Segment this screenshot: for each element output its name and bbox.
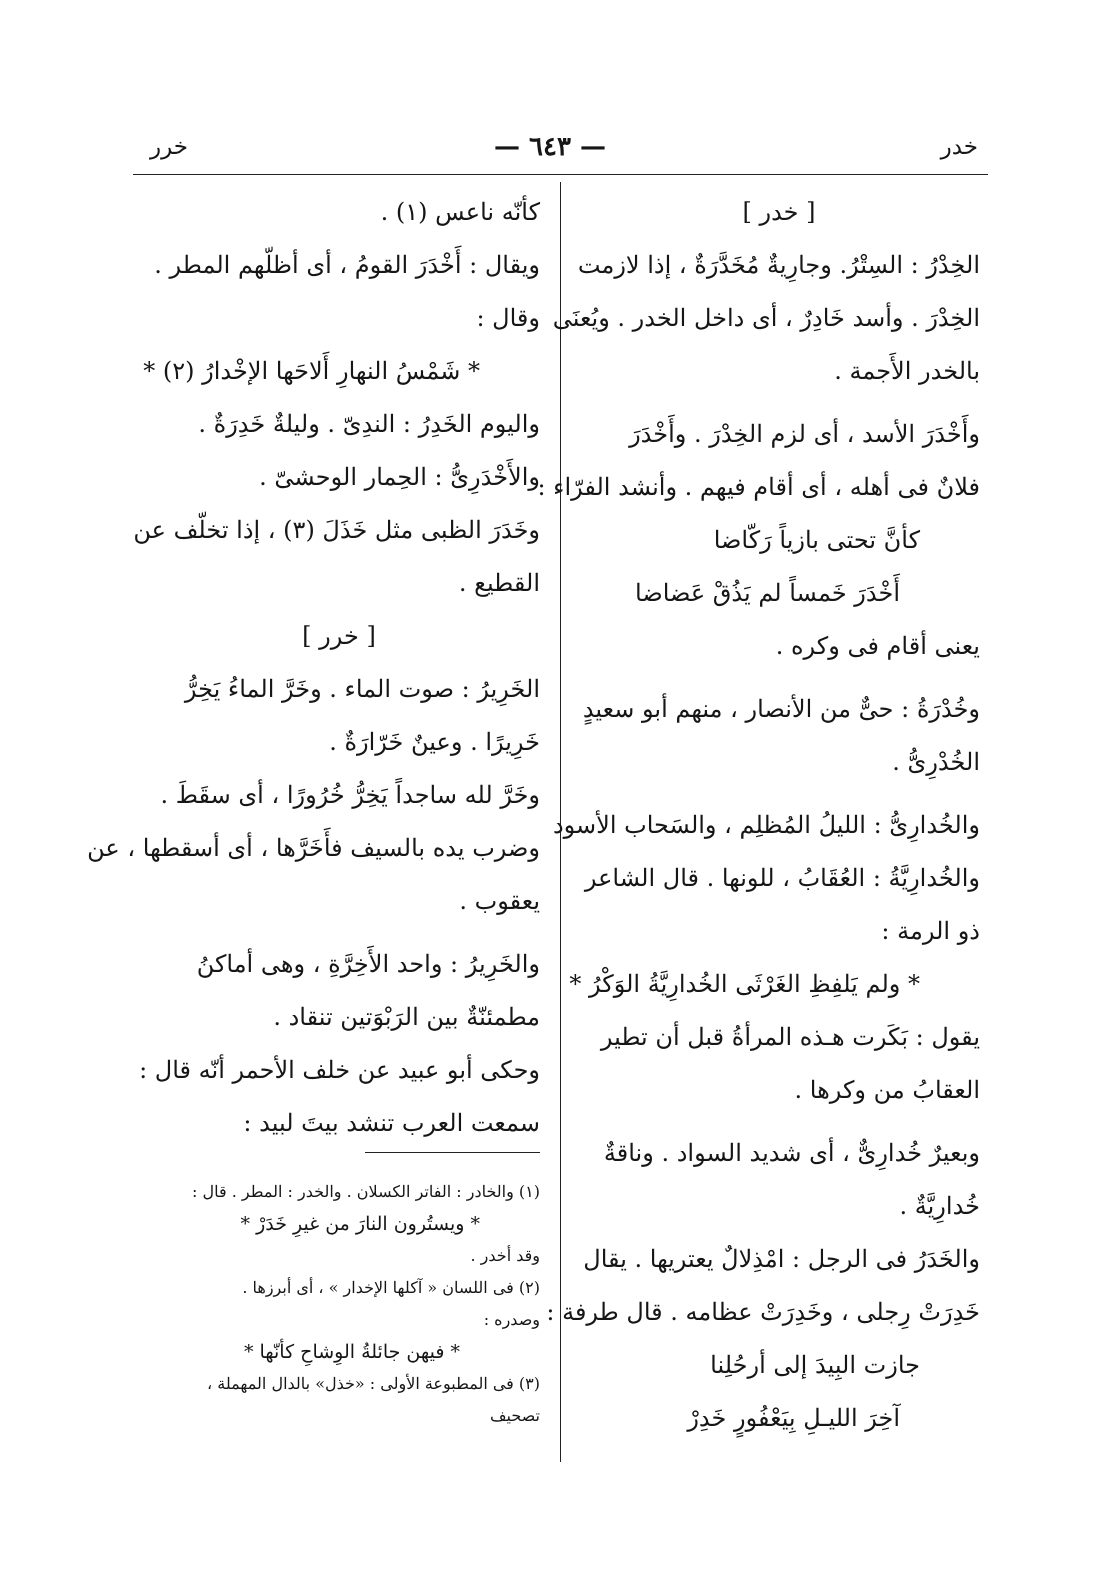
text-line: وقال :: [476, 304, 540, 332]
text-line: كأنّه ناعس (١) .: [380, 198, 540, 226]
verse-line: * ولم يَلفِظِ الغَرْثَى الخُدارِيَّةُ الوَكْرُ *: [569, 970, 920, 998]
footnote-rule: [365, 1152, 540, 1153]
text-line: الخِدْرُ : السِتْرُ. وجارِيةٌ مُخَدَّرَةٌ ، إذا لازمت: [577, 251, 980, 279]
text-line: وخَرَّ لله ساجداً يَخِرُّ خُرُورًا ، أى سقَطَ .: [160, 781, 540, 809]
text-line: الخُدْرِىُّ .: [892, 748, 980, 776]
page-number: — ٦٤٣ —: [493, 132, 607, 162]
text-line: سمعت العرب تنشد بيتَ لبيد :: [243, 1109, 540, 1137]
verse-line: جازت البِيدَ إلى أرحُلِنا: [710, 1351, 920, 1379]
text-line: وخُدْرَةُ : حىٌّ من الأنصار ، منهم أبو سعيدٍ: [582, 695, 980, 723]
text-line: مطمئنّةٌ بين الرَبْوَتين تنقاد .: [273, 1003, 540, 1031]
text-line: والخَرِيرُ : واحد الأَخِرَّةِ ، وهى أماكنُ: [196, 950, 540, 978]
header-rule: [133, 174, 988, 175]
section-title-kharar: [ خرر ]: [302, 622, 376, 650]
text-line: يعقوب .: [459, 887, 540, 915]
page-header: [0, 130, 1116, 170]
text-line: يقول : بَكَرت هـذه المرأةُ قبل أن تطير: [600, 1023, 980, 1051]
text-line: والخُدارِيَّةُ : العُقَابُ ، للونها . قال الشاعر: [584, 864, 980, 892]
text-line: وحكى أبو عبيد عن خلف الأحمر أنّه قال :: [139, 1056, 540, 1084]
text-line: والخُدارِىُّ : الليلُ المُظلِم ، والسَحاب الأسود: [552, 811, 980, 839]
footnote-line: (٣) فى المطبوعة الأولى : «خذل» بالدال المهملة ،: [207, 1374, 540, 1393]
text-line: وأَخْدَرَ الأسد ، أى لزم الخِدْرَ . وأَخْدَرَ: [629, 420, 980, 448]
header-entry-left: خرر: [150, 134, 189, 160]
footnote-verse: * ويستُرون النارَ من غيرِ خَدَرْ *: [240, 1213, 480, 1235]
text-line: بالخدر الأَجمة .: [834, 357, 980, 385]
footnote-line: وصدره :: [483, 1310, 540, 1329]
text-line: يعنى أقام فى وكره .: [775, 632, 980, 660]
verse-line: * شَمْسُ النهارِ أَلاحَها الإخْدارُ (٢) *: [143, 357, 480, 385]
footnote-line: (١) والخادر : الفاتر الكسلان . والخدر : المطر . قال :: [192, 1182, 540, 1201]
verse-line: أَخْدَرَ خَمساً لم يَذُقْ عَضاضا: [635, 579, 900, 607]
right-column: [537, 186, 980, 1445]
text-line: ذو الرمة :: [881, 917, 980, 945]
text-line: وبعيرٌ خُدارِىٌّ ، أى شديد السواد . وناقةٌ: [603, 1139, 980, 1167]
text-line: الخَرِيرُ : صوت الماء . وخَرَّ الماءُ يَخِرُّ: [184, 675, 540, 703]
footnote-verse: * فيهن جائلةُ الوِشاحِ كأنّها *: [243, 1341, 460, 1363]
header-entry-right: خدر: [940, 134, 978, 160]
section-title-khadar: [ خدر ]: [742, 198, 816, 226]
left-column: [87, 186, 540, 1150]
verse-line: كأنَّ تحتى بازياً رَكّاضا: [713, 526, 920, 554]
text-line: وضرب يده بالسيف فأَخَرَّها ، أى أسقطها ، عن: [87, 834, 540, 862]
verse-line: آخِرَ الليـلِ بِيَعْفُورٍ خَدِرْ: [687, 1404, 900, 1432]
text-line: خُدارِيَّةٌ .: [899, 1192, 980, 1220]
text-line: والأَخْدَرِىُّ : الحِمار الوحشىّ .: [259, 463, 540, 491]
text-line: الخِدْرَ . وأسد خَادِرٌ ، أى داخل الخدر . ويُعنَى: [552, 304, 980, 332]
footnote-line: وقد أخدر .: [470, 1246, 540, 1265]
text-line: العقابُ من وكرها .: [794, 1076, 980, 1104]
text-line: والخَدَرُ فى الرجل : امْذِلالٌ يعتريها . يقال: [583, 1245, 980, 1273]
footnotes: [138, 1176, 540, 1432]
text-line: ويقال : أَخْدَرَ القومُ ، أى أظلّهم المطر .: [154, 251, 540, 279]
text-line: خَرِيرًا . وعينٌ خَرّارَةٌ .: [329, 728, 540, 756]
text-line: واليوم الخَدِرُ : الندِىّ . وليلةٌ خَدِرَةٌ .: [198, 410, 540, 438]
text-line: خَدِرَتْ رِجلى ، وخَدِرَتْ عظامه . قال طرفة :: [546, 1298, 980, 1326]
footnote-line: (٢) فى اللسان « آكلها الإخدار » ، أى أبرزها .: [242, 1278, 540, 1297]
text-line: القطيع .: [458, 569, 540, 597]
footnote-line: تصحيف: [489, 1406, 540, 1425]
text-line: فلانٌ فى أهله ، أى أقام فيهم . وأنشد الفرّاء :: [537, 473, 980, 501]
text-line: وخَدَرَ الظبى مثل خَذَلَ (٣) ، إذا تخلّف عن: [133, 516, 540, 544]
